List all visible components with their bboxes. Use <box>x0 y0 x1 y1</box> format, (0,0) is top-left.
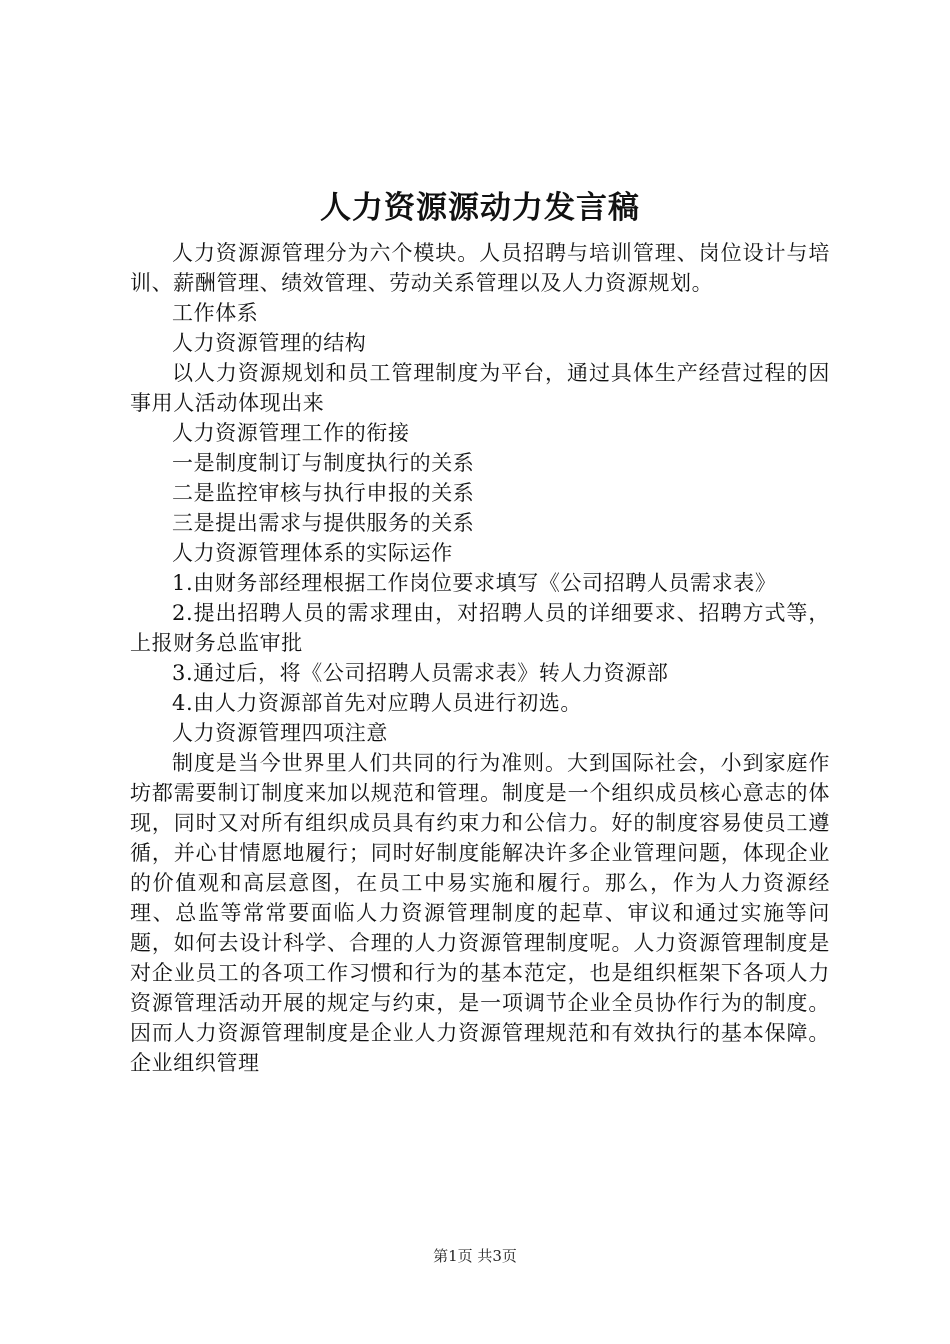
heading-connection: 人力资源管理工作的衔接 <box>172 421 410 445</box>
list-item: 二是监控审核与执行申报的关系 <box>172 481 475 505</box>
heading-four-notes: 人力资源管理四项注意 <box>172 721 388 745</box>
list-item: 2.提出招聘人员的需求理由，对招聘人员的详细要求、招聘方式等，上报财务总监审批 <box>130 601 830 655</box>
paragraph-structure: 以人力资源规划和员工管理制度为平台，通过具体生产经营过程的因事用人活动体现出来 <box>130 361 830 415</box>
heading-operation: 人力资源管理体系的实际运作 <box>172 541 453 565</box>
page-footer: 第1页 共3页 <box>433 1247 517 1265</box>
paragraph-intro: 人力资源源管理分为六个模块。人员招聘与培训管理、岗位设计与培训、薪酬管理、绩效管理、劳动关系管理以及人力资源规划。 <box>130 241 830 295</box>
document-page <box>130 186 830 1078</box>
list-item: 1.由财务部经理根据工作岗位要求填写《公司招聘人员需求表》 <box>172 571 777 595</box>
paragraph-system: 制度是当今世界里人们共同的行为准则。大到国际社会，小到家庭作坊都需要制订制度来加以规范和管理。制度是一个组织成员核心意志的体现，同时又对所有组织成员具有约束力和公信力。好的制度容易使员工遵循，并心甘情愿地履行；同时好制度能解决许多企业管理问题，体现企业的价值观和高层意图，在员工中易实施和履行。那么，作为人力资源经理、总监等常常要面临人力资源管理制度的起草、审议和通过实施等问题，如何去设计科学、合理的人力资源管理制度呢。人力资源管理制度是对企业员工的各项工作习惯和行为的基本范定，也是组织框架下各项人力资源管理活动开展的规定与约束，是一项调节企业全员协作行为的制度。因而人力资源管理制度是企业人力资源管理规范和有效执行的基本保障。企业组织管理 <box>130 751 830 1075</box>
document-title: 人力资源源动力发言稿 <box>320 190 640 226</box>
heading-structure: 人力资源管理的结构 <box>172 331 367 355</box>
list-item: 4.由人力资源部首先对应聘人员进行初选。 <box>172 691 583 715</box>
heading-work-system: 工作体系 <box>172 301 259 325</box>
list-item: 3.通过后，将《公司招聘人员需求表》转人力资源部 <box>172 661 669 685</box>
list-item: 一是制度制订与制度执行的关系 <box>172 451 475 475</box>
list-item: 三是提出需求与提供服务的关系 <box>172 511 475 535</box>
document-body <box>130 238 830 1078</box>
